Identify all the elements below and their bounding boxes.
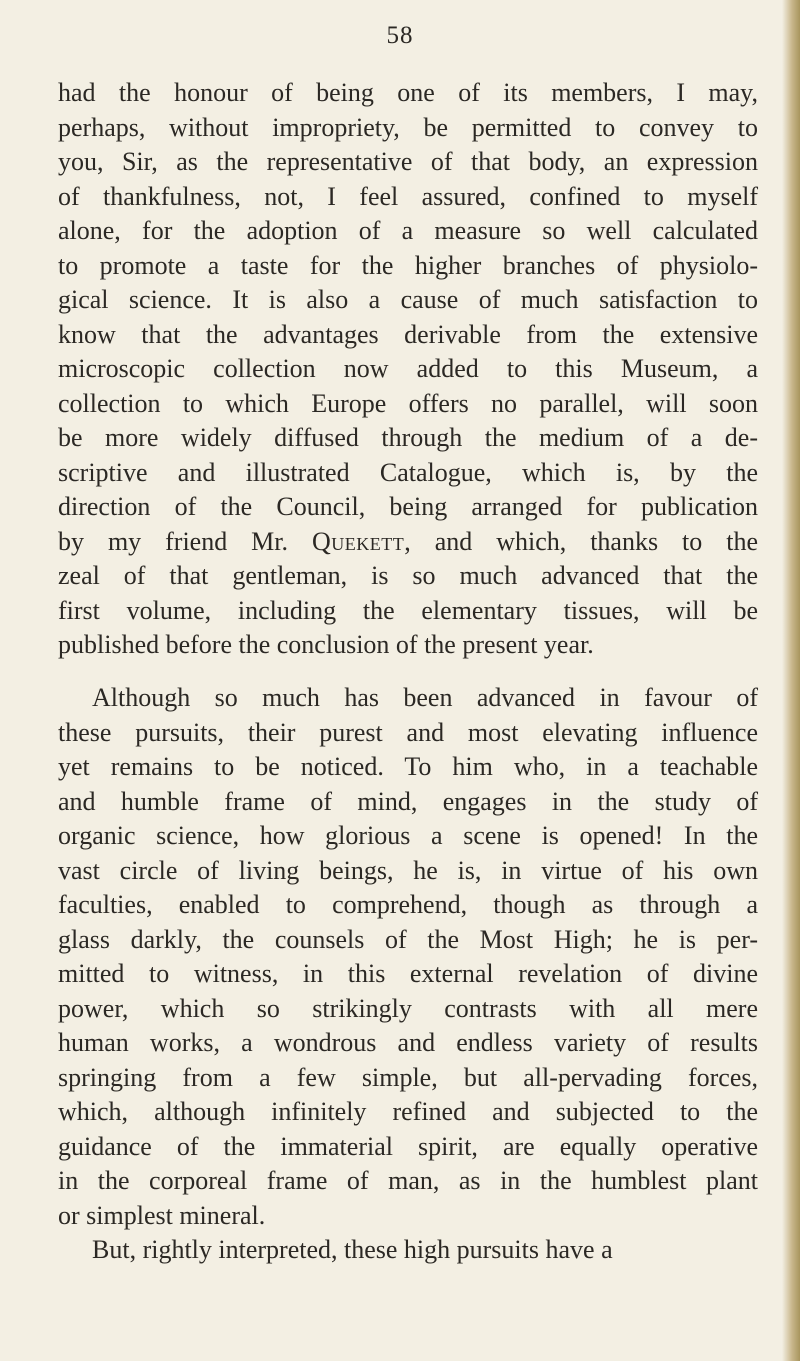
text-line: scriptive and illustrated Catalogue, which is, by the xyxy=(58,457,758,487)
page-number: 58 xyxy=(386,22,414,49)
text-line: to promote a taste for the higher branches of physiolo- xyxy=(58,250,758,280)
text-line: of thankfulness, not, I feel assured, confined to myself xyxy=(58,181,758,211)
page-edge-shadow xyxy=(782,0,800,1361)
text-line: published before the conclusion of the present year. xyxy=(58,630,594,659)
name-small-caps: Quekett xyxy=(311,526,405,556)
text-line: vast circle of living beings, he is, in virtue of his own xyxy=(58,855,758,885)
text-line: power, which so strikingly contrasts with all mere xyxy=(58,993,758,1023)
text-line: microscopic collection now added to this Museum, a xyxy=(58,354,758,383)
text-line: perhaps, without impropriety, be permitted to convey to xyxy=(58,112,758,142)
text-line: know that the advantages derivable from the extensive xyxy=(58,319,758,349)
text-line: glass darkly, the counsels of the Most High; he is per- xyxy=(58,924,758,954)
text-line: gical science. It is also a cause of much satisfaction to xyxy=(58,285,758,314)
text-line: springing from a few simple, but all-pervading forces, xyxy=(58,1062,758,1092)
paragraph-1 xyxy=(58,76,758,663)
text-line: guidance of the immaterial spirit, are equally operative xyxy=(58,1131,758,1161)
paragraph-3 xyxy=(58,1233,758,1268)
text-line: or simplest mineral. xyxy=(58,1200,266,1230)
text-line: zeal of that gentleman, is so much advanced that the xyxy=(58,561,758,590)
text-line: alone, for the adoption of a measure so well calculated xyxy=(58,216,758,245)
text-line: collection to which Europe offers no parallel, will soon xyxy=(58,388,758,418)
paragraph-2 xyxy=(58,681,758,1233)
text-line: human works, a wondrous and endless variety of results xyxy=(58,1028,758,1057)
text-line: had the honour of being one of its members, I may, xyxy=(58,78,758,107)
text-line: which, although infinitely refined and subjected to the xyxy=(58,1097,758,1126)
text-line: by my friend Mr. Quekett, and which, thanks to the xyxy=(58,526,758,556)
text-line: be more widely diffused through the medium of a de- xyxy=(58,423,758,452)
text-line: Although so much has been advanced in favour of xyxy=(92,683,758,712)
text-line: mitted to witness, in this external revelation of divine xyxy=(58,959,758,988)
text-line: these pursuits, their purest and most elevating influence xyxy=(58,717,758,747)
text-line: But, rightly interpreted, these high pursuits have a xyxy=(92,1235,613,1264)
text-line: faculties, enabled to comprehend, though as through a xyxy=(58,890,758,919)
text-line: yet remains to be noticed. To him who, in a teachable xyxy=(58,752,758,781)
text-line: first volume, including the elementary tissues, will be xyxy=(58,595,758,625)
text-line: you, Sir, as the representative of that body, an expression xyxy=(58,147,758,176)
text-line: and humble frame of mind, engages in the study of xyxy=(58,786,758,816)
text-line: in the corporeal frame of man, as in the humblest plant xyxy=(58,1166,758,1195)
text-line: organic science, how glorious a scene is opened! In the xyxy=(58,821,758,850)
text-line: direction of the Council, being arranged for publication xyxy=(58,492,758,521)
